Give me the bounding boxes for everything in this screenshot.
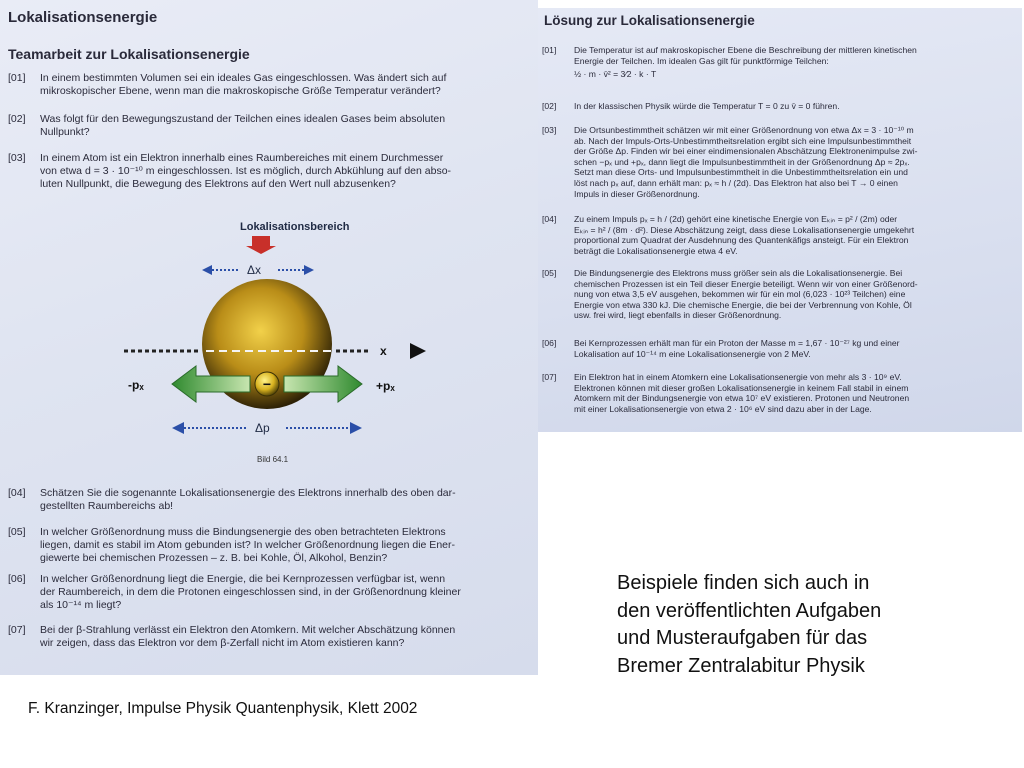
- answer-line: Die Ortsunbestimmtheit schätzen wir mit einer Größenordnung von etwa Δx = 3 · 10⁻¹⁰ m: [574, 125, 914, 135]
- answer-07: [542, 372, 1018, 416]
- question-number: [05]: [8, 526, 26, 538]
- question-line: giewerte bei chemischen Prozessen – z. B. bei Kohle, Öl, Alkohol, Benzin?: [40, 552, 388, 564]
- electron-symbol: −: [262, 376, 272, 392]
- question-line: In einem bestimmten Volumen sei ein ideales Gas eingeschlossen. Was ändert sich auf: [40, 72, 447, 84]
- question-line: luten Nullpunkt, die Bewegung des Elektrons auf den Wert null abzusenken?: [40, 178, 396, 190]
- answer-line: Atomkern mit der Bindungsenergie von etwa 10⁷ eV existieren. Protonen und Neutronen: [574, 393, 910, 404]
- label-localisation-region: Lokalisationsbereich: [240, 221, 350, 233]
- label-delta-p: Δp: [255, 421, 270, 435]
- question-line: gestellten Raumbereichs ab!: [40, 500, 174, 512]
- red-marker-icon: [246, 236, 276, 254]
- question-03: [8, 152, 536, 194]
- question-line: wir zeigen, dass das Elektron vor dem β-Zerfall nicht im Atom existieren kann?: [40, 637, 405, 649]
- note-text: [617, 570, 881, 680]
- label-delta-x: Δx: [247, 263, 262, 277]
- question-line: Was folgt für den Bewegungszustand der Teilchen eines idealen Gases beim absoluten: [40, 113, 446, 125]
- answer-number: [05]: [542, 268, 557, 278]
- answer-number: [02]: [542, 101, 557, 111]
- answer-line: Die Temperatur ist auf makroskopischer Ebene die Beschreibung der mittleren kinetischen: [574, 45, 917, 55]
- answer-line: der Größe Δp. Finden wir bei einer eindimensionalen Abschätzung Elektronenimpulse zwi-: [574, 146, 918, 157]
- answer-line: mit einer Lokalisationsenergie von etwa 2 · 10⁶ eV sind dazu aber in der Lage.: [574, 403, 872, 414]
- answer-number: [03]: [542, 125, 557, 135]
- label-x: x: [380, 344, 387, 358]
- answer-number: [04]: [542, 214, 557, 224]
- question-line: In welcher Größenordnung muss die Bindungsenergie des oben betrachteten Elektrons: [40, 526, 446, 538]
- localisation-diagram-svg: [110, 212, 440, 472]
- answer-line: Zu einem Impuls pₓ = h / (2d) gehört eine kinetische Energie von Eₖᵢₙ = p² / (2m) oder: [574, 214, 898, 224]
- answer-line: nung von etwa 3,5 eV ausgehen, bekommen wir für ein mol (6,023 · 10²³ Teilchen) eine: [574, 289, 906, 300]
- question-line: In welcher Größenordnung liegt die Energie, die bei Kernprozessen verfügbar ist, wenn: [40, 573, 446, 585]
- answer-line: beträgt die Lokalisationsenergie etwa 4 eV.: [574, 245, 738, 256]
- question-line: Schätzen Sie die sogenannte Lokalisationsenergie des Elektrons innerhalb des oben dar-: [40, 487, 456, 499]
- answer-line: schen −pₓ und +pₓ, dann liegt die Impulsunbestimmtheit in der Größenordnung Δp ≈ 2pₓ.: [574, 156, 910, 167]
- solution-sheet-photo: [538, 8, 1022, 432]
- sheet-title: Lokalisationsenergie: [8, 9, 158, 26]
- answer-line: Energie von etwa 330 kJ. Die chemische Energie, die bei der Verbrennung von Kohle, Öl: [574, 299, 912, 310]
- question-line: von etwa d = 3 · 10⁻¹⁰ m eingeschlossen. Ist es möglich, durch Abkühlung auf den abso-: [40, 165, 452, 177]
- question-number: [01]: [8, 72, 26, 84]
- answer-number: [06]: [542, 338, 557, 348]
- question-sheet-photo: [0, 0, 538, 675]
- answer-01: [542, 45, 1018, 89]
- note-line: und Musteraufgaben für das: [617, 627, 868, 649]
- figure-caption: Bild 64.1: [257, 455, 289, 464]
- answer-number: [07]: [542, 372, 557, 382]
- label-minus-px: -pₓ: [128, 378, 144, 392]
- answer-line: löst nach pₓ auf, dann erhält man: pₓ ≈ h / (2d). Das Elektron hat also bei T → 0 einen: [574, 177, 898, 188]
- answer-line: Elektronen können mit dieser großen Lokalisationsenergie in keinem Fall stabil in einem: [574, 382, 909, 393]
- question-line: Nullpunkt?: [40, 126, 90, 138]
- label-plus-px: +pₓ: [376, 379, 395, 393]
- note-line: den veröffentlichten Aufgaben: [617, 599, 882, 622]
- question-line: der Raumbereich, in dem die Protonen eingeschlossen sind, in der Größenordnung kleiner: [40, 586, 461, 598]
- question-number: [04]: [8, 487, 26, 499]
- question-07: [8, 624, 536, 652]
- answer-line: Ein Elektron hat in einem Atomkern eine Lokalisationsenergie von mehr als 3 · 10⁹ eV.: [574, 372, 902, 382]
- answer-line: Energie der Teilchen. Im idealen Gas gilt für punktförmige Teilchen:: [574, 55, 829, 66]
- question-05: [8, 526, 536, 568]
- question-number: [07]: [8, 624, 26, 636]
- localisation-diagram: [110, 212, 440, 472]
- question-line: mikroskopischer Ebene, wenn man die makroskopische Größe Temperatur verändert?: [40, 85, 441, 97]
- answer-line: chemischen Prozessen ist ein Teil dieser Energie beteiligt. Wenn wir von einer Größenord-: [574, 278, 918, 289]
- question-number: [02]: [8, 113, 26, 125]
- note-line: Bremer Zentralabitur Physik: [617, 654, 865, 677]
- question-01: [8, 72, 536, 100]
- x-axis-arrowhead-icon: [410, 343, 426, 359]
- note-line: Beispiele finden sich auch in: [617, 572, 870, 594]
- answer-05: [542, 268, 1018, 322]
- question-line: als 10⁻¹⁴ m liegt?: [40, 599, 122, 611]
- answer-line: Eₖᵢₙ = h² / (8m · d²). Diese Abschätzung zeigt, dass diese Lokalisationsenergie umgekehrt: [574, 224, 915, 235]
- question-02: [8, 113, 536, 141]
- answer-line: usw. frei wird, liegt ebenfalls in dieser Größenordnung.: [574, 310, 782, 321]
- question-line: In einem Atom ist ein Elektron innerhalb eines Raumbereiches mit einem Durchmesser: [40, 152, 444, 164]
- answer-line: In der klassischen Physik würde die Temperatur T = 0 zu v̄ = 0 führen.: [574, 101, 840, 111]
- answer-line: proportional zum Quadrat der Ausdehnung des Quantenkäfigs ansteigt. Für ein Elektron: [574, 235, 909, 246]
- question-04: [8, 487, 536, 515]
- question-line: Bei der β-Strahlung verlässt ein Elektron den Atomkern. Mit welcher Abschätzung können: [40, 624, 456, 636]
- answer-line: Bei Kernprozessen erhält man für ein Proton der Masse m = 1,67 · 10⁻²⁷ kg und einer: [574, 338, 900, 348]
- answer-02: [542, 101, 1018, 113]
- answer-line: Setzt man diese Orts- und Impulsunbestimmtheit in die Unbestimmtheitsrelation ein und: [574, 167, 908, 178]
- question-line: liegen, damit es stabil im Atom gebunden ist? In welcher Größenordnung liegen die Ener-: [40, 539, 455, 551]
- solution-title: Lösung zur Lokalisationsenergie: [544, 13, 755, 28]
- sheet-subtitle: Teamarbeit zur Lokalisationsenergie: [8, 46, 250, 62]
- answer-number: [01]: [542, 45, 557, 55]
- answer-03: [542, 125, 1018, 201]
- answer-04: [542, 214, 1018, 258]
- answer-line: ab. Nach der Impuls-Orts-Unbestimmtheitsrelation ergibt sich eine Impulsunbestimmtheit: [574, 135, 912, 146]
- question-number: [03]: [8, 152, 26, 164]
- answer-formula: ½ · m · v̄² = 3⁄2 · k · T: [574, 69, 657, 80]
- answer-06: [542, 338, 1018, 360]
- answer-line: Lokalisation auf 10⁻¹⁴ m eine Lokalisationsenergie von 2 MeV.: [574, 348, 811, 359]
- answer-line: Impuls in dieser Größenordnung.: [574, 188, 700, 199]
- answer-line: Die Bindungsenergie des Elektrons muss größer sein als die Lokalisationsenergie. Bei: [574, 268, 903, 278]
- question-number: [06]: [8, 573, 26, 585]
- source-reference: F. Kranzinger, Impulse Physik Quantenphysik, Klett 2002: [28, 700, 418, 717]
- question-06: [8, 573, 536, 615]
